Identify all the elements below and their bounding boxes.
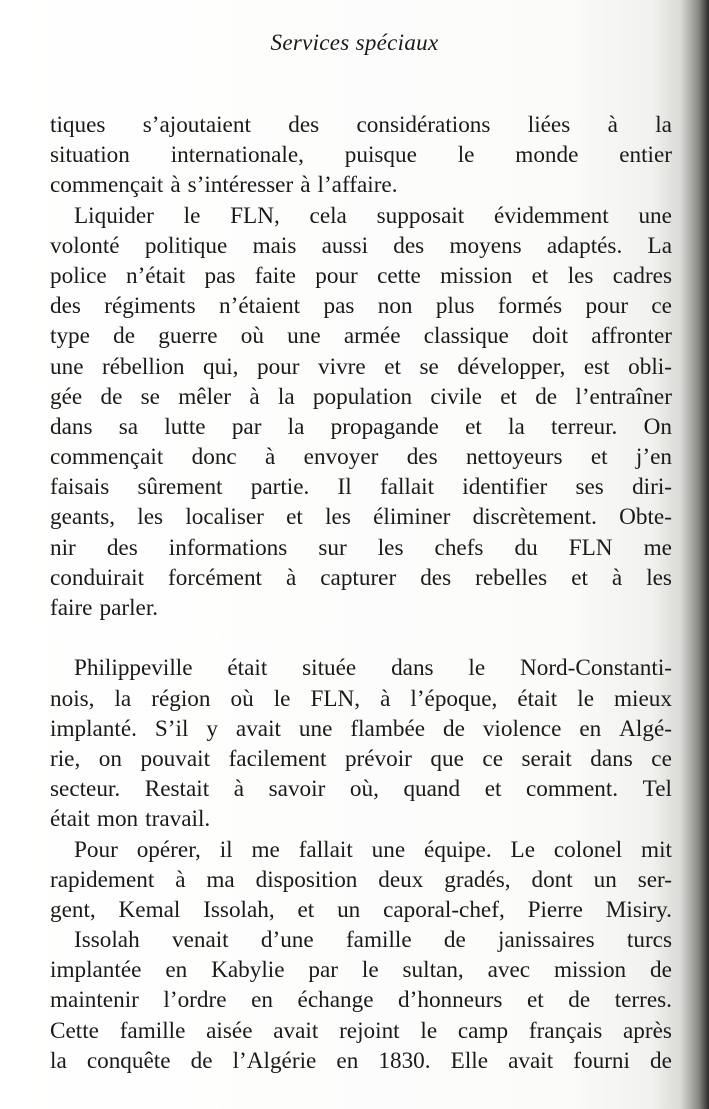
text-line [50,865,672,895]
word: et [484,776,502,803]
word: fallait [298,836,353,863]
word: de [568,987,591,1014]
text-line [50,201,672,231]
word: famille [119,1017,186,1044]
text-line [50,412,672,442]
word: des [106,534,138,561]
text-line [50,140,672,170]
word: conquête [86,1047,171,1074]
word: internationale, [170,142,304,169]
word: partie. [250,474,310,501]
word: sa [118,413,139,440]
word: affronter [591,323,672,350]
word: une [50,353,84,380]
word: Restait [144,776,210,803]
text-line [50,985,672,1015]
text-line [50,955,672,985]
word: politique [144,232,228,259]
word: rébellion [102,353,185,380]
word: Tel [642,776,672,803]
word: nettoyeurs [465,444,563,471]
word: parler. [99,595,159,621]
word: ce [651,293,672,320]
word: à [175,866,186,893]
word: pas [204,262,236,289]
word: Algé- [619,715,672,742]
word: mais [252,232,297,259]
word: en [336,1047,359,1074]
word: nir [50,534,76,561]
word: ce [482,745,504,772]
word: mon [96,806,139,833]
text-line [50,653,672,683]
word: sûrement [137,474,223,501]
word: Pierre [527,896,583,923]
word: ses [575,474,604,501]
word: caporal-chef, [383,896,505,923]
word: où, [349,776,379,803]
text-line [50,895,672,925]
word: qui, [203,353,239,380]
word: avec [487,957,531,984]
text-line [50,533,672,563]
text-line [50,804,672,834]
word: ce [651,745,672,772]
word: ma [206,866,235,893]
word: commençait [50,172,164,199]
word: pour [315,262,358,289]
word: La [647,232,672,259]
word: et [526,987,544,1014]
word: mission [553,957,627,984]
word: le [457,142,475,169]
word: savoir [268,776,326,803]
word: Misiry. [605,896,672,923]
word: rie, [50,745,81,772]
word: des [50,293,81,320]
word: de [650,1047,672,1074]
word: FLN [568,534,613,561]
paragraph-break [50,623,672,653]
word: serait [521,745,572,772]
word: d’honneurs [398,987,503,1014]
word: l’ordre [163,987,227,1014]
word: venait [171,927,229,954]
word: de [100,383,123,410]
word: On [643,413,672,440]
word: où [240,323,264,350]
word: Issolah [74,927,140,954]
word: supposait [376,202,465,229]
word: 1830. [378,1047,431,1074]
word: situation [50,142,130,169]
word: conduirait [50,564,145,591]
word: faire [50,595,93,621]
word: gradés, [444,866,511,893]
word: mit [641,836,672,863]
text-line [50,744,672,774]
word: disposition [255,866,358,893]
word: éliminer [373,504,451,531]
word: à [265,444,276,471]
word: des [393,232,425,259]
word: l’Algérie [232,1047,317,1074]
word: faisais [50,474,110,501]
word: forcément [168,564,262,591]
word: population [312,383,413,410]
word: équipe. [424,836,492,863]
text-line [50,925,672,955]
word: ser- [637,866,672,893]
word: opérer, [136,836,201,863]
word: le [183,202,201,229]
word: une [287,323,321,350]
body-text [50,110,672,1076]
word: Kabylie [211,957,285,984]
word: informations [168,534,288,561]
word: à [170,172,181,199]
text-line [50,352,672,382]
word: pouvait [140,745,211,772]
word: échange [297,987,374,1014]
word: entier [619,142,672,169]
word: famille [345,927,412,954]
text-line [50,1016,672,1046]
word: type [50,323,90,350]
word: fallait [379,474,435,501]
word: y [206,715,218,742]
word: considérations [356,112,491,138]
word: était [227,655,268,682]
word: fourni [573,1047,630,1074]
word: localiser [185,504,264,531]
word: à [285,564,297,591]
word: en [579,715,602,742]
word: pour [256,353,300,380]
word: rejoint [339,1017,400,1044]
word: les [377,534,404,561]
word: les [646,564,672,591]
word: l’entraîner [575,383,672,410]
word: turcs [626,927,672,954]
word: était [517,685,558,712]
word: en [251,987,273,1014]
word: vivre [318,353,366,380]
word: dans [391,655,434,682]
word: la [114,685,132,712]
text-line [50,170,672,200]
word: dont [531,866,573,893]
word: et [297,896,315,923]
word: rebelles [475,564,548,591]
word: camp [457,1017,509,1044]
word: la [655,112,672,138]
word: armée [343,323,401,350]
word: cela [309,202,347,229]
word: la [50,1047,67,1074]
text-line [50,774,672,804]
word: aussi [321,232,369,259]
word: travail. [145,806,211,833]
word: à [233,776,245,803]
word: liées [527,112,571,138]
text-line [50,1046,672,1076]
word: Pour [74,836,118,863]
word: pas [323,293,355,320]
word: régiments [104,293,196,320]
word: une [638,202,672,229]
word: secteur. [50,776,121,803]
text-line [50,110,672,140]
text-line [50,502,672,532]
word: située [302,655,357,682]
word: capturer [320,564,397,591]
text-line [50,291,672,321]
word: et [590,444,608,471]
word: S’il [154,715,189,742]
text-line [50,593,672,623]
word: propagande [330,413,439,440]
word: plus [435,293,475,320]
word: le [420,1017,438,1044]
word: et [465,413,482,440]
word: était [50,806,90,833]
word: une [298,715,333,742]
word: évidemment [494,202,609,229]
text-line [50,714,672,744]
word: moyens [449,232,522,259]
text-line [50,563,672,593]
word: cette [377,262,421,289]
word: des [288,112,320,138]
word: et [286,504,303,531]
word: des [420,564,452,591]
word: la [508,413,525,440]
text-line [50,321,672,351]
word: FLN, [230,202,280,229]
word: après [623,1017,672,1044]
word: lutte [164,413,206,440]
word: Kemal [118,896,181,923]
word: la [287,413,305,440]
word: et [531,262,549,289]
word: commençait [50,444,164,471]
word: me [643,534,672,561]
word: mission [440,262,513,289]
word: que [430,745,464,772]
word: Philippeville [74,655,193,682]
word: gée [50,383,83,410]
word: guerre [158,323,218,350]
word: on [98,745,122,772]
word: se [140,383,160,410]
word: implanté. [50,715,137,742]
word: est [583,353,610,380]
word: facilement [228,745,327,772]
word: cadres [612,262,672,289]
text-line [50,472,672,502]
word: chefs [434,534,484,561]
word: de [650,957,672,984]
word: envoyer [303,444,379,471]
word: Obte- [619,504,672,531]
word: du [514,534,538,561]
word: de [535,383,558,410]
word: et [500,383,517,410]
word: gent, [50,896,96,923]
word: nois, [50,685,95,712]
text-line [50,231,672,261]
text-line [50,382,672,412]
word: un [593,866,617,893]
word: implantée [50,957,142,984]
word: quand [403,776,461,803]
word: se [419,353,439,380]
word: développer, [457,353,566,380]
word: en [165,957,188,984]
word: pour [585,293,629,320]
word: diri- [632,474,672,501]
word: un [337,896,361,923]
word: les [325,504,351,531]
word: dans [590,745,633,772]
word: j’en [635,444,672,471]
word: l’affaire. [317,172,398,199]
word: avait [508,1047,554,1074]
word: par [231,413,262,440]
word: la [277,383,295,410]
word: maintenir [50,987,139,1014]
word: police [50,262,107,289]
word: me [251,836,280,863]
word: Nord-Constanti- [520,655,672,682]
word: de [113,323,136,350]
word: une [371,836,406,863]
word: faite [254,262,296,289]
word: de [442,715,465,742]
word: Issolah, [203,896,275,923]
word: classique [423,323,509,350]
word: les [137,504,164,531]
word: obli- [628,353,672,380]
word: rapidement [50,866,155,893]
word: identifier [462,474,548,501]
word: FLN, [310,685,361,712]
word: et [384,353,401,380]
word: sur [318,534,347,561]
word: dans [50,413,93,440]
word: à [380,685,391,712]
word: n’étaient [219,293,301,320]
word: le [273,685,291,712]
word: aisée [206,1017,253,1044]
text-line [50,261,672,291]
word: s’intéresser [187,172,294,199]
word: n’était [125,262,186,289]
word: prévoir [344,745,412,772]
text-line [50,684,672,714]
word: région [151,685,211,712]
word: tiques [50,112,106,138]
word: mieux [614,685,672,712]
word: violence [482,715,562,742]
word: doit [531,323,569,350]
word: le [577,685,594,712]
word: où [230,685,254,712]
word: s’ajoutaient [142,112,251,138]
word: de [190,1047,213,1074]
word: à [611,564,623,591]
word: volonté [50,232,120,259]
word: deux [378,866,424,893]
word: Il [337,474,352,501]
word: d’une [260,927,314,954]
word: sultan, [402,957,464,984]
word: et [571,564,588,591]
word: terres. [614,987,672,1014]
word: des [406,444,438,471]
word: Liquider [74,202,154,229]
word: le [468,655,486,682]
word: adaptés. [546,232,623,259]
word: discrètement. [472,504,597,531]
word: par [308,957,339,984]
word: geants, [50,504,116,531]
word: Cette [50,1017,99,1044]
word: à [607,112,618,138]
word: Elle [450,1047,488,1074]
word: comment. [526,776,619,803]
word: puisque [344,142,417,169]
word: le [361,957,379,984]
text-line [50,835,672,865]
word: de [443,927,466,954]
word: avait [235,715,281,742]
text-line [50,442,672,472]
word: colonel [553,836,623,863]
word: janissaires [498,927,595,954]
word: non [377,293,413,320]
word: avait [273,1017,319,1044]
word: civile [430,383,482,410]
word: il [219,836,233,863]
word: à [249,383,260,410]
running-head: Services spéciaux [270,30,439,55]
word: Le [510,836,535,863]
word: flambée [350,715,426,742]
word: à [300,172,311,199]
word: monde [515,142,579,169]
word: donc [191,444,237,471]
word: terreur. [551,413,618,440]
word: mêler [178,383,232,410]
word: français [528,1017,603,1044]
word: les [567,262,594,289]
word: formés [497,293,563,320]
word: l’époque, [410,685,498,712]
